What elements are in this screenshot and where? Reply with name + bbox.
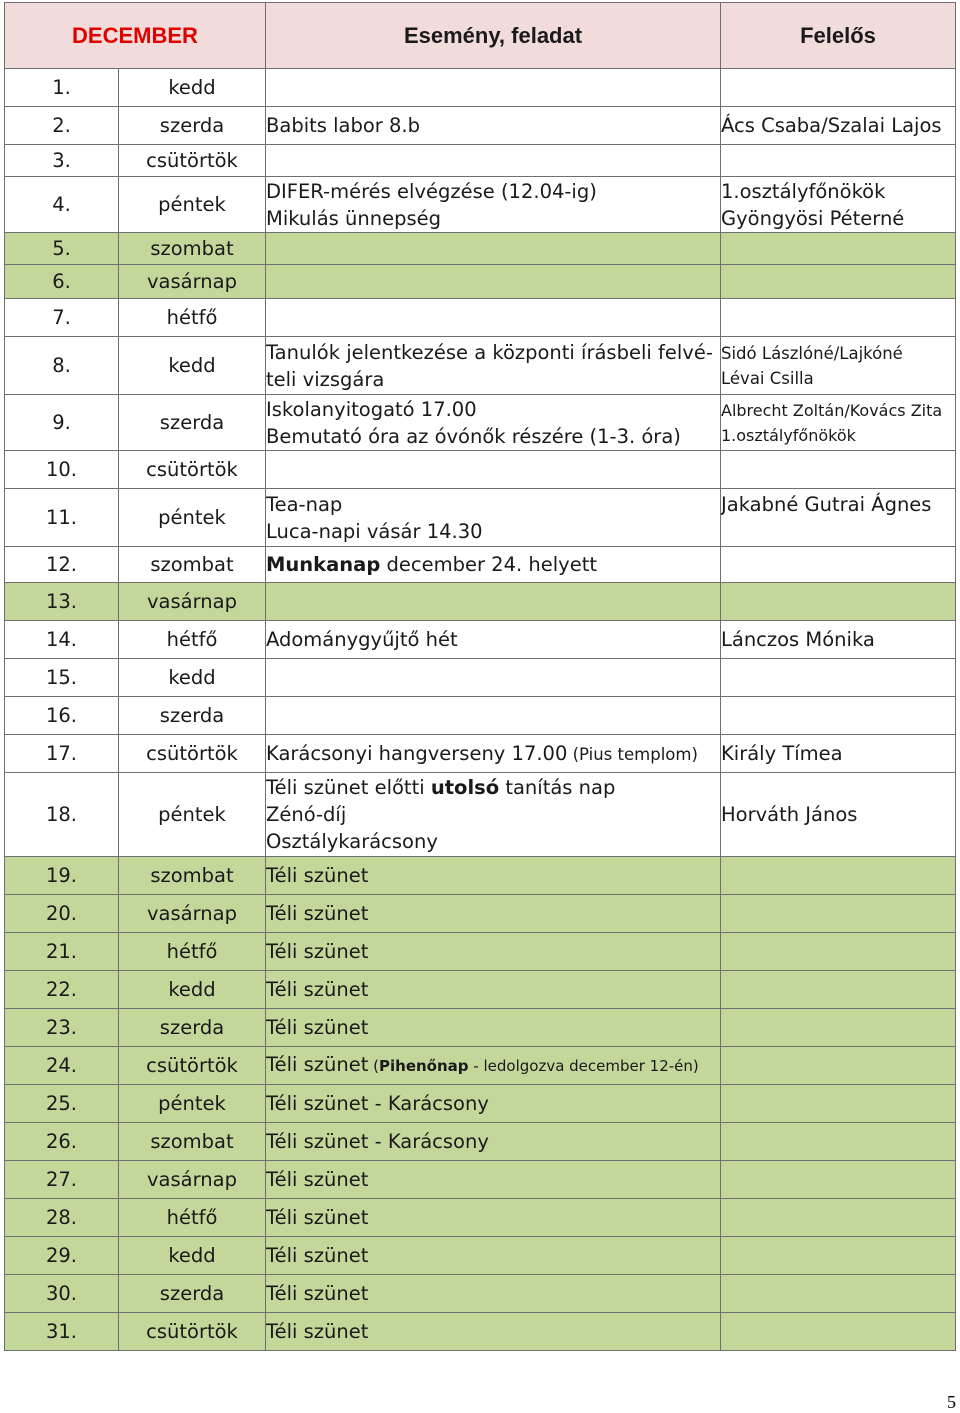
date-number: 18. (5, 773, 119, 857)
event-bold-text: Munkanap (266, 553, 381, 576)
weekday: szerda (119, 395, 266, 451)
responsible-cell (721, 1161, 956, 1199)
weekday: vasárnap (119, 1161, 266, 1199)
table-row (5, 933, 956, 971)
event-cell (266, 145, 721, 177)
weekday: szerda (119, 1009, 266, 1047)
event-cell (266, 451, 721, 489)
weekday: szombat (119, 233, 266, 265)
weekday: kedd (119, 69, 266, 107)
responsible-cell (721, 1009, 956, 1047)
date-number: 21. (5, 933, 119, 971)
responsible-line: Sidó Lászlóné/Lajkóné (721, 343, 903, 363)
event-bold-text: utolsó (430, 776, 500, 799)
event-cell: Téli szünet (266, 1237, 721, 1275)
responsible-line: Lévai Csilla (721, 368, 814, 388)
date-number: 30. (5, 1275, 119, 1313)
date-number: 14. (5, 621, 119, 659)
date-number: 5. (5, 233, 119, 265)
table-row (5, 451, 956, 489)
responsible-cell: Lánczos Mónika (721, 621, 956, 659)
date-number: 17. (5, 735, 119, 773)
weekday: hétfő (119, 1199, 266, 1237)
weekday: szerda (119, 697, 266, 735)
event-line: Mikulás ünnepség (266, 206, 442, 230)
date-number: 31. (5, 1313, 119, 1351)
weekday: vasárnap (119, 265, 266, 299)
date-number: 20. (5, 895, 119, 933)
event-cell (266, 547, 721, 583)
event-line: DIFER-mérés elvégzése (12.04-ig) (266, 179, 597, 203)
responsible-cell (721, 1313, 956, 1351)
responsible-cell (721, 1199, 956, 1237)
weekday: csütörtök (119, 735, 266, 773)
weekday: hétfő (119, 621, 266, 659)
date-number: 8. (5, 337, 119, 395)
event-cell: Téli szünet - Karácsony (266, 1123, 721, 1161)
weekday: szombat (119, 547, 266, 583)
date-number: 7. (5, 299, 119, 337)
event-cell: Téli szünet (266, 857, 721, 895)
event-line: teli vizsgára (266, 367, 385, 391)
event-cell: Téli szünet (266, 1009, 721, 1047)
table-row (5, 857, 956, 895)
event-text: december 24. helyett (380, 553, 597, 576)
table-row (5, 107, 956, 145)
event-cell (266, 265, 721, 299)
table-row (5, 1313, 956, 1351)
table-row (5, 1047, 956, 1085)
weekday: csütörtök (119, 451, 266, 489)
event-cell (266, 489, 721, 547)
event-line: Tanulók jelentkezése a központi írásbeli felvé- (266, 340, 713, 364)
event-cell: Téli szünet (266, 895, 721, 933)
event-line: Iskolanyitogató 17.00 (266, 397, 477, 421)
event-note (368, 1057, 698, 1075)
table-row (5, 697, 956, 735)
weekday: csütörtök (119, 1047, 266, 1085)
responsible-cell (721, 857, 956, 895)
event-text: tanítás nap (499, 776, 616, 799)
responsible-cell (721, 233, 956, 265)
responsible-cell (721, 1275, 956, 1313)
table-row (5, 659, 956, 697)
weekday: szerda (119, 1275, 266, 1313)
event-cell: Téli szünet (266, 933, 721, 971)
date-number: 24. (5, 1047, 119, 1085)
weekday: vasárnap (119, 583, 266, 621)
event-text: Karácsonyi hangverseny 17.00 (266, 741, 568, 765)
weekday: péntek (119, 773, 266, 857)
date-number: 13. (5, 583, 119, 621)
note-text: ( (368, 1057, 380, 1075)
date-number: 12. (5, 547, 119, 583)
event-cell (266, 177, 721, 233)
event-line (266, 774, 720, 801)
event-cell: Téli szünet - Karácsony (266, 1085, 721, 1123)
weekday: kedd (119, 337, 266, 395)
responsible-line: Gyöngyösi Péterné (721, 206, 905, 230)
table-row (5, 1199, 956, 1237)
table-row (5, 299, 956, 337)
table-row (5, 233, 956, 265)
table-row (5, 1085, 956, 1123)
date-number: 29. (5, 1237, 119, 1275)
event-text: Téli szünet előtti (266, 776, 431, 799)
weekday: hétfő (119, 299, 266, 337)
responsible-column-header: Felelős (721, 3, 956, 69)
event-cell (266, 735, 721, 773)
date-number: 11. (5, 489, 119, 547)
table-row (5, 735, 956, 773)
responsible-line: 1.osztályfőnökök (721, 179, 886, 203)
event-column-header: Esemény, feladat (266, 3, 721, 69)
event-line: Zénó-díj (266, 803, 347, 826)
responsible-cell (721, 395, 956, 451)
responsible-cell: Jakabné Gutrai Ágnes (721, 489, 956, 547)
date-number: 23. (5, 1009, 119, 1047)
weekday: szombat (119, 1123, 266, 1161)
weekday: szerda (119, 107, 266, 145)
date-number: 10. (5, 451, 119, 489)
december-calendar-table (4, 2, 956, 1351)
event-cell (266, 659, 721, 697)
weekday: kedd (119, 1237, 266, 1275)
weekday: péntek (119, 1085, 266, 1123)
event-line: Osztálykarácsony (266, 830, 438, 853)
date-number: 6. (5, 265, 119, 299)
responsible-cell (721, 1123, 956, 1161)
date-number: 22. (5, 971, 119, 1009)
event-cell (266, 299, 721, 337)
event-cell (266, 697, 721, 735)
responsible-cell (721, 451, 956, 489)
event-cell: Téli szünet (266, 971, 721, 1009)
responsible-cell (721, 583, 956, 621)
responsible-cell (721, 1047, 956, 1085)
table-row (5, 1237, 956, 1275)
date-number: 25. (5, 1085, 119, 1123)
note-bold-text: Pihenőnap (379, 1057, 469, 1075)
event-line: Tea-nap (266, 492, 343, 516)
responsible-cell (721, 1237, 956, 1275)
date-number: 4. (5, 177, 119, 233)
table-row (5, 489, 956, 547)
weekday: csütörtök (119, 1313, 266, 1351)
responsible-cell: Ács Csaba/Szalai Lajos (721, 107, 956, 145)
event-note: (Pius templom) (567, 744, 698, 764)
table-row (5, 69, 956, 107)
table-row (5, 395, 956, 451)
event-cell (266, 337, 721, 395)
table-row (5, 895, 956, 933)
responsible-cell (721, 547, 956, 583)
responsible-cell (721, 895, 956, 933)
responsible-line: Albrecht Zoltán/Kovács Zita (721, 400, 943, 420)
weekday: hétfő (119, 933, 266, 971)
responsible-cell (721, 933, 956, 971)
weekday: vasárnap (119, 895, 266, 933)
table-row (5, 337, 956, 395)
table-row (5, 773, 956, 857)
table-row (5, 145, 956, 177)
table-row (5, 547, 956, 583)
table-row (5, 1009, 956, 1047)
responsible-cell (721, 337, 956, 395)
event-cell: Téli szünet (266, 1199, 721, 1237)
date-number: 27. (5, 1161, 119, 1199)
event-cell (266, 69, 721, 107)
date-number: 15. (5, 659, 119, 697)
date-number: 3. (5, 145, 119, 177)
event-line: Bemutató óra az óvónők részére (1-3. óra) (266, 424, 681, 448)
table-row (5, 621, 956, 659)
responsible-cell (721, 971, 956, 1009)
event-cell (266, 773, 721, 857)
note-text: - ledolgozva december 12-én) (468, 1057, 699, 1075)
event-cell: Adománygyűjtő hét (266, 621, 721, 659)
table-row (5, 265, 956, 299)
responsible-cell: Király Tímea (721, 735, 956, 773)
responsible-cell (721, 299, 956, 337)
table-row (5, 177, 956, 233)
responsible-cell (721, 69, 956, 107)
weekday: csütörtök (119, 145, 266, 177)
responsible-cell (721, 1085, 956, 1123)
date-number: 28. (5, 1199, 119, 1237)
table-row (5, 583, 956, 621)
date-number: 26. (5, 1123, 119, 1161)
date-number: 16. (5, 697, 119, 735)
event-cell: Téli szünet (266, 1275, 721, 1313)
responsible-cell (721, 659, 956, 697)
event-cell: Babits labor 8.b (266, 107, 721, 145)
weekday: kedd (119, 971, 266, 1009)
date-number: 19. (5, 857, 119, 895)
event-cell (266, 233, 721, 265)
event-line: Luca-napi vásár 14.30 (266, 519, 483, 543)
event-cell (266, 1047, 721, 1085)
event-cell: Téli szünet (266, 1313, 721, 1351)
weekday: péntek (119, 489, 266, 547)
date-number: 2. (5, 107, 119, 145)
responsible-cell (721, 265, 956, 299)
table-header-row (5, 3, 956, 69)
table-row (5, 1275, 956, 1313)
event-cell: Téli szünet (266, 1161, 721, 1199)
event-cell (266, 583, 721, 621)
weekday: péntek (119, 177, 266, 233)
weekday: kedd (119, 659, 266, 697)
responsible-cell: Horváth János (721, 773, 956, 857)
responsible-cell (721, 145, 956, 177)
event-cell (266, 395, 721, 451)
weekday: szombat (119, 857, 266, 895)
table-row (5, 1161, 956, 1199)
table-row (5, 971, 956, 1009)
responsible-cell (721, 697, 956, 735)
responsible-line: 1.osztályfőnökök (721, 425, 856, 445)
event-text: Téli szünet (266, 1053, 369, 1076)
table-row (5, 1123, 956, 1161)
page-number: 5 (947, 1392, 956, 1412)
date-number: 1. (5, 69, 119, 107)
month-header: DECEMBER (5, 3, 266, 69)
date-number: 9. (5, 395, 119, 451)
responsible-cell (721, 177, 956, 233)
